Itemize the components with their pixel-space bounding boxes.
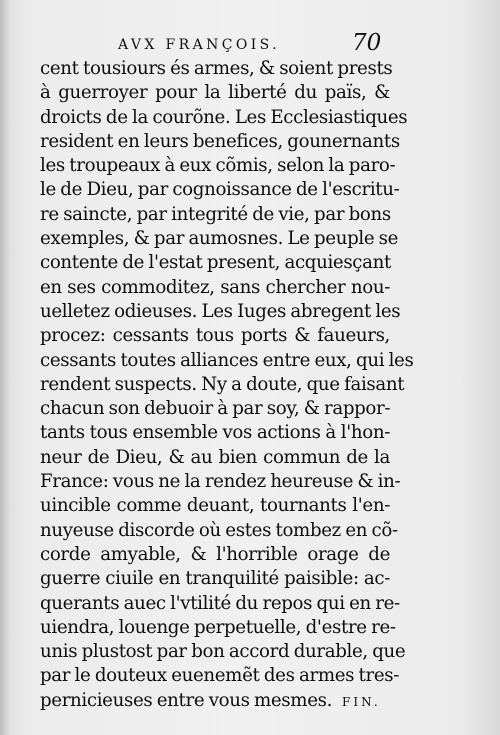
text-line: rendent suspects. Ny a doute, que faisant bbox=[40, 373, 405, 395]
text-line: querants auec l'vtilité du repos qui en re- bbox=[40, 592, 400, 614]
text-line: cessants toutes alliances entre eux, qui les bbox=[40, 349, 414, 371]
text-line: contente de l'estat present, acquiesçant bbox=[40, 252, 391, 274]
page-gutter-shadow bbox=[0, 0, 10, 735]
text-line: en ses commoditez, sans chercher nou- bbox=[40, 276, 390, 298]
text-line: unis plustost par bon accord durable, que bbox=[40, 641, 406, 663]
text-line: corde amyable, & l'horrible orage de bbox=[40, 543, 390, 565]
page-number: 70 bbox=[352, 30, 382, 56]
text-line: cent tousiours és armes, & soient prests bbox=[40, 58, 393, 79]
end-mark: FIN. bbox=[342, 694, 381, 709]
text-line: resident en leurs benefices, gounernants bbox=[40, 130, 400, 152]
running-head: AVX FRANÇOIS. bbox=[118, 37, 281, 53]
body-text bbox=[40, 57, 414, 713]
text-line: le de Dieu, par cognoissance de l'escritu- bbox=[40, 179, 400, 201]
page-header bbox=[0, 30, 500, 57]
text-line: tants tous ensemble vos actions à l'hon- bbox=[40, 422, 390, 444]
text-line: re saincte, par integrité de vie, par bons bbox=[40, 203, 391, 225]
text-line: uiendra, louenge perpetuelle, d'estre re- bbox=[40, 616, 396, 638]
text-line: les troupeaux à eux cõmis, selon la paro- bbox=[40, 155, 396, 177]
text-line: chacun son debuoir à par soy, & rappor- bbox=[40, 398, 391, 420]
text-line: à guerroyer pour la liberté du païs, & bbox=[40, 82, 390, 104]
text-line: procez: cessants tous ports & faueurs, bbox=[40, 325, 390, 347]
text-line-content: pernicieuses entre vous mesmes. bbox=[40, 689, 333, 711]
text-line: par le douteux euenemẽt des armes tres- bbox=[40, 665, 400, 687]
text-line: nuyeuse discorde où estes tombez en cõ- bbox=[40, 519, 398, 541]
last-text-line bbox=[40, 689, 390, 713]
text-line: uincible comme deuant, tournants l'en- bbox=[40, 495, 390, 517]
text-line: neur de Dieu, & au bien commun de la bbox=[40, 446, 390, 468]
text-line: droicts de la courõne. Les Ecclesiastiques bbox=[40, 106, 408, 128]
text-line: France: vous ne la rendez heureuse & in- bbox=[40, 471, 401, 493]
text-line: uelletez odieuses. Les Iuges abregent les bbox=[40, 300, 401, 322]
text-line: guerre ciuile en tranquilité paisible: ac- bbox=[40, 568, 390, 590]
text-line: exemples, & par aumosnes. Le peuple se bbox=[40, 228, 399, 250]
